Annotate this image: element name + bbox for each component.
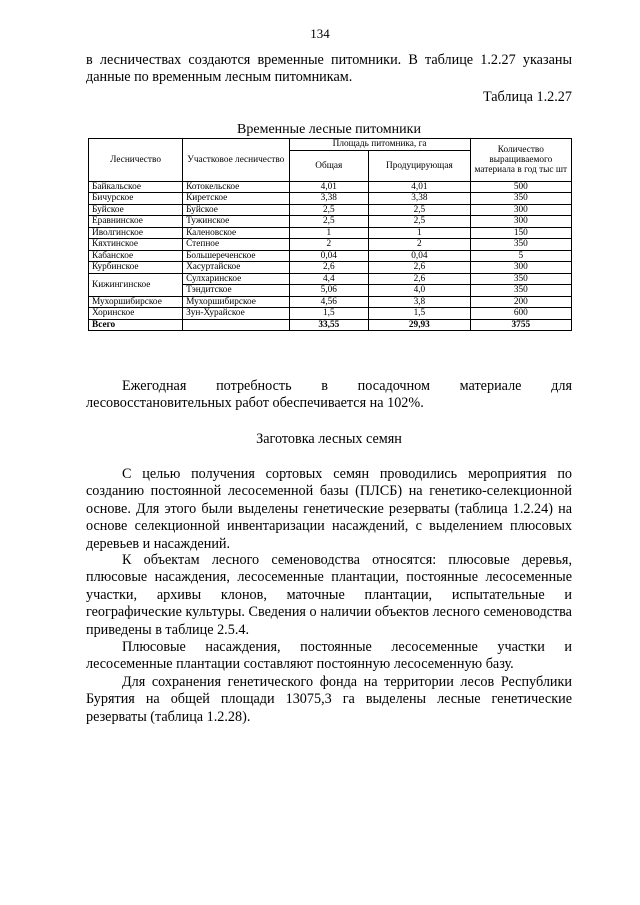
cell-forestry: Бичурское xyxy=(89,193,183,205)
cell-qty: 350 xyxy=(470,239,571,251)
page-number: 134 xyxy=(310,26,330,41)
cell-total: 1 xyxy=(289,227,369,239)
table-row xyxy=(89,204,572,216)
cell-qty: 350 xyxy=(470,193,571,205)
total-qty: 3755 xyxy=(470,319,571,331)
cell-qty: 600 xyxy=(470,308,571,320)
cell-district: Тэндитское xyxy=(183,285,289,297)
cell-productive: 2 xyxy=(369,239,471,251)
cell-total: 5,06 xyxy=(289,285,369,297)
annual-need-paragraph: Ежегодная потребность в посадочном материале для лесовосстановительных работ обеспечивается на 102%. xyxy=(86,378,572,412)
cell-qty: 150 xyxy=(470,227,571,239)
total-productive: 29,93 xyxy=(369,319,471,331)
cell-productive: 2,6 xyxy=(369,273,471,285)
cell-productive: 3,38 xyxy=(369,193,471,205)
paragraph-permanent-base: Плюсовые насаждения, постоянные лесосеменные участки и лесосеменные плантации составляют постоянную лесосеменную базу. xyxy=(86,639,572,673)
table-row xyxy=(89,227,572,239)
table-row xyxy=(89,296,572,308)
cell-productive: 2,5 xyxy=(369,216,471,228)
cell-total: 0,04 xyxy=(289,250,369,262)
cell-total: 4,56 xyxy=(289,296,369,308)
cell-forestry: Кижингинское xyxy=(89,273,183,296)
intro-paragraph: в лесничествах создаются временные питомники. В таблице 1.2.27 указаны данные по временным лесным питомникам. xyxy=(86,52,572,86)
nurseries-table xyxy=(88,138,572,331)
cell-forestry: Иволгинское xyxy=(89,227,183,239)
cell-total: 4,4 xyxy=(289,273,369,285)
cell-productive: 1 xyxy=(369,227,471,239)
cell-total: 3,38 xyxy=(289,193,369,205)
header-area-total: Общая xyxy=(289,150,369,181)
cell-total: 2,6 xyxy=(289,262,369,274)
cell-productive: 2,6 xyxy=(369,262,471,274)
header-district: Участковое лесничество xyxy=(183,139,289,182)
cell-qty: 500 xyxy=(470,181,571,193)
cell-qty: 300 xyxy=(470,204,571,216)
table-row xyxy=(89,250,572,262)
table-row xyxy=(89,193,572,205)
total-empty-cell xyxy=(183,319,289,331)
table-title: Временные лесные питомники xyxy=(237,122,421,137)
cell-district: Киретское xyxy=(183,193,289,205)
paragraph-seed-base: С целью получения сортовых семян проводились мероприятия по созданию постоянной лесосеменной базы (ПЛСБ) на генетико-селекционной основе. Для этого были выделены генетические резерваты (таблица 1.2.24) на основе селекционной инвентаризации насаждений, с выделением плюсовых деревьев и насаждений. xyxy=(86,466,572,552)
header-area: Площадь питомника, га xyxy=(289,139,470,151)
cell-productive: 4,01 xyxy=(369,181,471,193)
cell-district: Степное xyxy=(183,239,289,251)
table-row xyxy=(89,308,572,320)
cell-productive: 1,5 xyxy=(369,308,471,320)
cell-forestry: Байкальское xyxy=(89,181,183,193)
table-row xyxy=(89,273,572,285)
cell-productive: 2,5 xyxy=(369,204,471,216)
cell-forestry: Кабанское xyxy=(89,250,183,262)
cell-productive: 3,8 xyxy=(369,296,471,308)
cell-qty: 350 xyxy=(470,285,571,297)
cell-qty: 200 xyxy=(470,296,571,308)
cell-total: 1,5 xyxy=(289,308,369,320)
header-area-productive: Продуцирующая xyxy=(369,150,471,181)
cell-district: Зун-Хурайское xyxy=(183,308,289,320)
cell-productive: 4,0 xyxy=(369,285,471,297)
cell-qty: 350 xyxy=(470,273,571,285)
cell-productive: 0,04 xyxy=(369,250,471,262)
cell-total: 4,01 xyxy=(289,181,369,193)
cell-qty: 300 xyxy=(470,262,571,274)
total-label: Всего xyxy=(89,319,183,331)
cell-district: Хасуртайское xyxy=(183,262,289,274)
cell-forestry: Еравнинское xyxy=(89,216,183,228)
paragraph-genetic-reserves: Для сохранения генетического фонда на территории лесов Республики Бурятия на общей площади 13075,3 га выделены лесные генетические резерваты (таблица 1.2.28). xyxy=(86,674,572,725)
cell-forestry: Буйское xyxy=(89,204,183,216)
cell-district: Сулхаринское xyxy=(183,273,289,285)
cell-total: 2,5 xyxy=(289,204,369,216)
cell-total: 2 xyxy=(289,239,369,251)
table-total-row xyxy=(89,319,572,331)
table-row xyxy=(89,262,572,274)
cell-forestry: Кяхтинское xyxy=(89,239,183,251)
cell-forestry: Мухоршибирское xyxy=(89,296,183,308)
cell-qty: 300 xyxy=(470,216,571,228)
cell-district: Каленовское xyxy=(183,227,289,239)
cell-district: Большереченское xyxy=(183,250,289,262)
cell-forestry: Курбинское xyxy=(89,262,183,274)
table-row xyxy=(89,216,572,228)
header-forestry: Лесничество xyxy=(89,139,183,182)
section-title: Заготовка лесных семян xyxy=(256,431,402,447)
cell-district: Тужинское xyxy=(183,216,289,228)
header-quantity: Количество выращиваемого материала в год тыс шт xyxy=(470,139,571,182)
table-row xyxy=(89,181,572,193)
cell-district: Буйское xyxy=(183,204,289,216)
cell-qty: 5 xyxy=(470,250,571,262)
table-header-row xyxy=(89,139,572,151)
cell-district: Котокельское xyxy=(183,181,289,193)
paragraph-seed-objects: К объектам лесного семеноводства относятся: плюсовые деревья, плюсовые насаждения, лесосеменные плантации, постоянные лесосеменные участки, архивы клонов, маточные плантации, испытательные и географические культуры. Сведения о наличии объектов лесного семеноводства приведены в таблице 2.5.4. xyxy=(86,552,572,638)
cell-forestry: Хоринское xyxy=(89,308,183,320)
cell-total: 2,5 xyxy=(289,216,369,228)
total-area: 33,55 xyxy=(289,319,369,331)
table-label: Таблица 1.2.27 xyxy=(482,89,572,105)
cell-district: Мухоршибирское xyxy=(183,296,289,308)
table-row xyxy=(89,239,572,251)
